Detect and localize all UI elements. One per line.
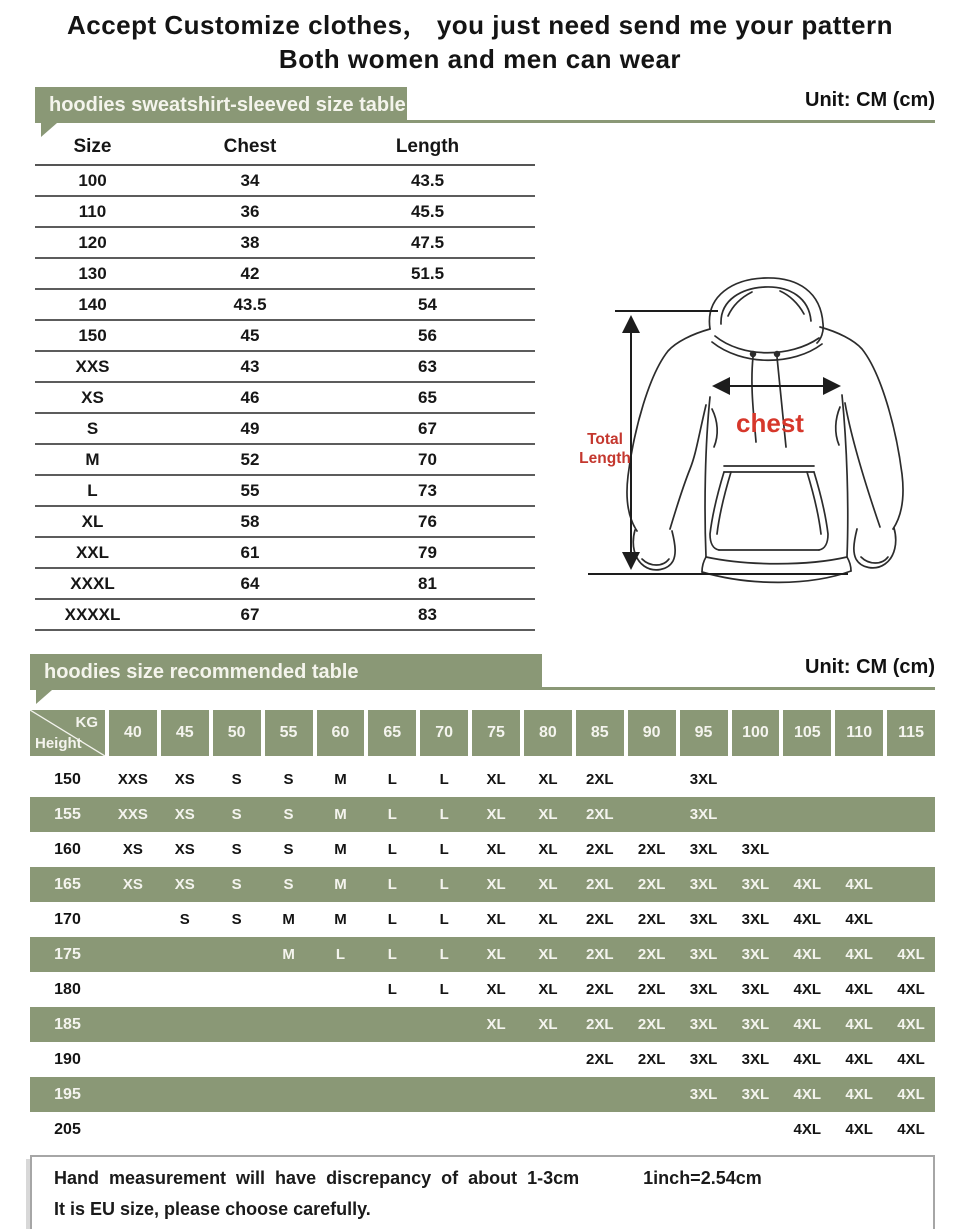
size-cell: L xyxy=(387,911,397,928)
size-table-cell: 120 xyxy=(35,227,150,258)
table-row xyxy=(30,902,935,937)
size-cell: 4XL xyxy=(793,876,822,893)
size-cell: XL xyxy=(538,946,558,963)
size-cell: 3XL xyxy=(689,876,718,893)
size-cell: 4XL xyxy=(897,1051,925,1068)
size-table-tab-label: hoodies sweatshirt-sleeved size table xyxy=(49,94,406,116)
size-table-cell: 52 xyxy=(150,444,350,475)
size-table-cell: 56 xyxy=(350,320,535,351)
discrepancy-note: Hand measurement will have discrepancy of about 1-3cm xyxy=(54,1168,580,1188)
total-length-label-line2: Length xyxy=(579,450,631,467)
size-table-cell: 58 xyxy=(150,506,350,537)
size-cell: XL xyxy=(486,981,506,998)
size-cell: XS xyxy=(174,876,195,893)
size-table-cell: 43.5 xyxy=(150,289,350,320)
size-cell: M xyxy=(334,806,347,823)
size-cell: 4XL xyxy=(845,911,873,928)
size-cell: M xyxy=(334,771,347,788)
size-cell: M xyxy=(334,911,347,928)
table-row xyxy=(30,972,935,1007)
size-table-cell: 81 xyxy=(350,568,535,599)
size-cell: 2XL xyxy=(637,1016,666,1033)
size-table-cell: 55 xyxy=(150,475,350,506)
size-table-cell: 49 xyxy=(150,413,350,444)
size-table-cell: 70 xyxy=(350,444,535,475)
size-table-cell: 45 xyxy=(150,320,350,351)
size-table-cell: XXXXL xyxy=(35,599,150,630)
size-table-cell: XS xyxy=(35,382,150,413)
height-label: 150 xyxy=(54,770,81,788)
size-table-cell: 51.5 xyxy=(350,258,535,289)
size-table-cell: 43 xyxy=(150,351,350,382)
table-row xyxy=(30,1077,935,1112)
tab-tail-shape xyxy=(41,123,57,137)
size-cell: M xyxy=(334,876,347,893)
size-table-cell: 76 xyxy=(350,506,535,537)
size-cell: 4XL xyxy=(793,981,822,998)
size-cell: 2XL xyxy=(637,1051,666,1068)
recommend-table-tab-label: hoodies size recommended table xyxy=(44,661,359,683)
size-cell: 4XL xyxy=(845,946,873,963)
size-cell: 3XL xyxy=(741,911,770,928)
size-table-cell: XXL xyxy=(35,537,150,568)
size-cell: XS xyxy=(122,876,143,893)
size-table-cell: XL xyxy=(35,506,150,537)
size-cell: XS xyxy=(174,841,195,858)
size-cell: XS xyxy=(174,771,195,788)
size-cell: 2XL xyxy=(586,981,614,998)
page-title xyxy=(0,0,960,76)
size-cell: 2XL xyxy=(586,876,614,893)
size-table-cell: 61 xyxy=(150,537,350,568)
size-cell: XL xyxy=(538,771,558,788)
size-cell: 4XL xyxy=(793,1121,822,1138)
size-table-cell: 54 xyxy=(350,289,535,320)
size-table-cell: 79 xyxy=(350,537,535,568)
size-table-cell: 130 xyxy=(35,258,150,289)
size-table xyxy=(35,129,535,631)
size-cell: XL xyxy=(538,841,558,858)
size-table-cell: 38 xyxy=(150,227,350,258)
title-line-2: Both women and men can wear xyxy=(278,44,682,74)
size-table-cell: 150 xyxy=(35,320,150,351)
size-table-cell: XXS xyxy=(35,351,150,382)
table-row xyxy=(35,165,535,196)
size-cell: L xyxy=(387,841,397,858)
size-cell: 2XL xyxy=(637,841,666,858)
size-cell: XS xyxy=(122,841,143,858)
size-table-column-header: Chest xyxy=(150,129,350,165)
size-cell: 4XL xyxy=(793,946,822,963)
size-cell: 3XL xyxy=(689,806,718,823)
size-cell: XL xyxy=(486,876,506,893)
size-cell: L xyxy=(439,806,449,823)
size-cell: L xyxy=(387,771,397,788)
size-table-cell: 43.5 xyxy=(350,165,535,196)
size-cell: 4XL xyxy=(897,1016,925,1033)
table-row xyxy=(35,506,535,537)
size-cell: XL xyxy=(538,876,558,893)
size-cell: S xyxy=(231,911,242,928)
kg-column-header: 70 xyxy=(420,710,468,756)
size-cell: S xyxy=(179,911,190,928)
size-cell: 4XL xyxy=(845,981,873,998)
kg-column-header: 45 xyxy=(161,710,209,756)
kg-column-header: 50 xyxy=(213,710,261,756)
table-row xyxy=(35,227,535,258)
size-cell: XL xyxy=(486,806,506,823)
recommend-table-section-header xyxy=(30,657,935,690)
title-line-1: Accept Customize clothes， you just need send me your pattern xyxy=(66,10,894,40)
footer-note-box xyxy=(30,1155,935,1229)
size-cell: 2XL xyxy=(586,806,614,823)
table-row xyxy=(30,797,935,832)
size-cell: 4XL xyxy=(897,946,925,963)
height-label: 155 xyxy=(54,805,81,823)
table-row xyxy=(35,320,535,351)
size-table-cell: 47.5 xyxy=(350,227,535,258)
kg-column-header: 90 xyxy=(628,710,676,756)
eu-size-note: It is EU size, please choose carefully. xyxy=(54,1199,371,1219)
size-cell: XL xyxy=(486,771,506,788)
size-cell: XL xyxy=(486,911,506,928)
table-row xyxy=(35,537,535,568)
table-row xyxy=(35,289,535,320)
table-row xyxy=(35,258,535,289)
size-cell: L xyxy=(439,911,449,928)
size-cell: 2XL xyxy=(586,1051,614,1068)
size-cell: 2XL xyxy=(586,911,614,928)
size-cell: L xyxy=(439,981,449,998)
height-label: 180 xyxy=(54,980,81,998)
size-table-cell: 63 xyxy=(350,351,535,382)
recommend-table-tab xyxy=(30,654,542,690)
size-cell: S xyxy=(283,876,294,893)
size-cell: L xyxy=(439,771,449,788)
size-cell: XL xyxy=(538,806,558,823)
size-cell: 2XL xyxy=(586,946,614,963)
corner-height-label: Height xyxy=(35,735,82,752)
size-table-cell: 45.5 xyxy=(350,196,535,227)
size-cell: 4XL xyxy=(845,1121,873,1138)
size-cell: XL xyxy=(486,841,506,858)
size-cell: 3XL xyxy=(689,841,718,858)
hoodie-body-shape xyxy=(627,327,903,582)
size-cell: L xyxy=(335,946,346,963)
kg-column-header: 100 xyxy=(732,710,780,756)
kg-column-header: 95 xyxy=(680,710,728,756)
size-cell: 3XL xyxy=(689,771,718,788)
size-table-column-header: Size xyxy=(35,129,150,165)
size-table-section-header xyxy=(35,90,935,123)
size-cell: 2XL xyxy=(637,946,666,963)
size-cell: S xyxy=(231,806,242,823)
size-cell: 2XL xyxy=(637,911,666,928)
recommend-table-header-row xyxy=(30,710,935,756)
size-cell: L xyxy=(387,981,397,998)
size-table-cell: 83 xyxy=(350,599,535,630)
recommend-table-body xyxy=(30,762,935,1147)
size-cell: S xyxy=(283,771,294,788)
size-cell: 4XL xyxy=(897,1121,925,1138)
recommend-table xyxy=(30,710,935,1147)
size-table-cell: 73 xyxy=(350,475,535,506)
size-cell: L xyxy=(439,841,449,858)
size-cell: 3XL xyxy=(741,841,770,858)
size-cell: S xyxy=(231,876,242,893)
size-table-cell: XXXL xyxy=(35,568,150,599)
size-cell: 3XL xyxy=(741,946,770,963)
size-table-cell: 110 xyxy=(35,196,150,227)
size-cell: 2XL xyxy=(586,1016,614,1033)
size-table-cell: 46 xyxy=(150,382,350,413)
size-table-unit-label: Unit: CM (cm) xyxy=(805,89,935,111)
size-cell: 4XL xyxy=(897,1086,925,1103)
size-cell: 3XL xyxy=(689,946,718,963)
size-cell: L xyxy=(439,946,449,963)
size-cell: 3XL xyxy=(689,981,718,998)
table-row xyxy=(30,1112,935,1147)
table-row xyxy=(30,832,935,867)
size-table-header-row xyxy=(35,129,535,165)
kg-column-header: 85 xyxy=(576,710,624,756)
size-cell: XS xyxy=(174,806,195,823)
size-cell: 4XL xyxy=(845,1051,873,1068)
height-label: 175 xyxy=(54,945,81,963)
kg-column-header: 110 xyxy=(835,710,883,756)
table-row xyxy=(35,413,535,444)
size-cell: S xyxy=(283,841,294,858)
size-cell: S xyxy=(231,841,242,858)
size-cell: 3XL xyxy=(741,1086,770,1103)
size-cell: M xyxy=(282,911,295,928)
size-cell: 4XL xyxy=(793,911,822,928)
size-cell: 2XL xyxy=(637,876,666,893)
size-table-tab xyxy=(35,87,407,123)
hoodie-line-art xyxy=(558,269,956,604)
inch-conversion-note: 1inch=2.54cm xyxy=(643,1168,762,1188)
size-cell: 3XL xyxy=(689,1051,718,1068)
size-table-body xyxy=(35,165,535,630)
footer-line-1 xyxy=(54,1168,915,1189)
table-row xyxy=(30,937,935,972)
size-cell: 4XL xyxy=(845,876,873,893)
size-cell: 3XL xyxy=(741,1051,770,1068)
size-table-column-header: Length xyxy=(350,129,535,165)
table-row xyxy=(35,196,535,227)
total-length-arrow xyxy=(588,311,848,574)
size-cell: 3XL xyxy=(741,981,770,998)
hoodie-diagram xyxy=(558,269,956,631)
size-cell: 2XL xyxy=(586,841,614,858)
size-cell: S xyxy=(231,771,242,788)
table-row xyxy=(35,568,535,599)
kg-column-header: 55 xyxy=(265,710,313,756)
size-cell: 3XL xyxy=(741,876,770,893)
size-cell: XL xyxy=(538,1016,558,1033)
kg-column-header: 105 xyxy=(783,710,831,756)
size-table-cell: 67 xyxy=(150,599,350,630)
tab-tail-shape xyxy=(36,690,52,704)
size-cell: 4XL xyxy=(793,1051,822,1068)
size-cell: 2XL xyxy=(637,981,666,998)
pocket-shape xyxy=(710,466,828,550)
table-row xyxy=(35,351,535,382)
table-row xyxy=(30,867,935,902)
size-cell: 3XL xyxy=(741,1016,770,1033)
height-label: 160 xyxy=(54,840,81,858)
size-cell: 3XL xyxy=(689,1016,718,1033)
size-cell: 4XL xyxy=(793,1016,822,1033)
height-label: 165 xyxy=(54,875,81,893)
height-label: 195 xyxy=(54,1085,81,1103)
size-table-cell: 100 xyxy=(35,165,150,196)
size-cell: 3XL xyxy=(689,911,718,928)
size-cell: L xyxy=(439,876,449,893)
size-cell: XL xyxy=(486,946,506,963)
kg-column-header: 75 xyxy=(472,710,520,756)
table-row xyxy=(35,444,535,475)
size-cell: 4XL xyxy=(897,981,925,998)
height-label: 190 xyxy=(54,1050,81,1068)
size-cell: 4XL xyxy=(845,1016,873,1033)
size-cell: XXS xyxy=(117,771,148,788)
size-cell: 3XL xyxy=(689,1086,718,1103)
table-row xyxy=(35,599,535,630)
size-table-cell: 64 xyxy=(150,568,350,599)
kg-column-header: 80 xyxy=(524,710,572,756)
size-cell: 4XL xyxy=(793,1086,822,1103)
size-cell: M xyxy=(334,841,347,858)
size-cell: L xyxy=(387,806,397,823)
size-table-cell: 42 xyxy=(150,258,350,289)
table-row xyxy=(30,762,935,797)
height-label: 205 xyxy=(54,1120,81,1138)
kg-column-header: 65 xyxy=(368,710,416,756)
total-length-label-line1: Total xyxy=(587,431,623,448)
kg-column-header: 115 xyxy=(887,710,935,756)
table-row xyxy=(35,475,535,506)
recommend-table-unit-label: Unit: CM (cm) xyxy=(805,656,935,678)
size-table-cell: M xyxy=(35,444,150,475)
kg-column-header: 60 xyxy=(317,710,365,756)
size-cell: L xyxy=(387,946,397,963)
size-table-cell: 36 xyxy=(150,196,350,227)
size-table-cell: 67 xyxy=(350,413,535,444)
size-cell: 4XL xyxy=(845,1086,873,1103)
size-cell: XL xyxy=(538,911,558,928)
size-cell: L xyxy=(387,876,397,893)
hood-shape xyxy=(709,278,823,360)
corner-kg-label: KG xyxy=(75,714,98,731)
table-row xyxy=(30,1007,935,1042)
size-cell: S xyxy=(283,806,294,823)
kg-height-corner-cell xyxy=(30,710,105,756)
size-table-content-row xyxy=(0,129,960,631)
height-label: 170 xyxy=(54,910,81,928)
size-table-cell: L xyxy=(35,475,150,506)
size-table-cell: 34 xyxy=(150,165,350,196)
size-cell: M xyxy=(282,946,295,963)
size-table-cell: 65 xyxy=(350,382,535,413)
height-label: 185 xyxy=(54,1015,81,1033)
table-row xyxy=(35,382,535,413)
size-cell: XL xyxy=(538,981,558,998)
size-table-cell: S xyxy=(35,413,150,444)
size-cell: XXS xyxy=(117,806,148,823)
kg-column-header: 40 xyxy=(109,710,157,756)
size-cell: 2XL xyxy=(586,771,614,788)
size-cell: XL xyxy=(486,1016,506,1033)
size-table-cell: 140 xyxy=(35,289,150,320)
table-row xyxy=(30,1042,935,1077)
chest-label: chest xyxy=(736,408,804,438)
